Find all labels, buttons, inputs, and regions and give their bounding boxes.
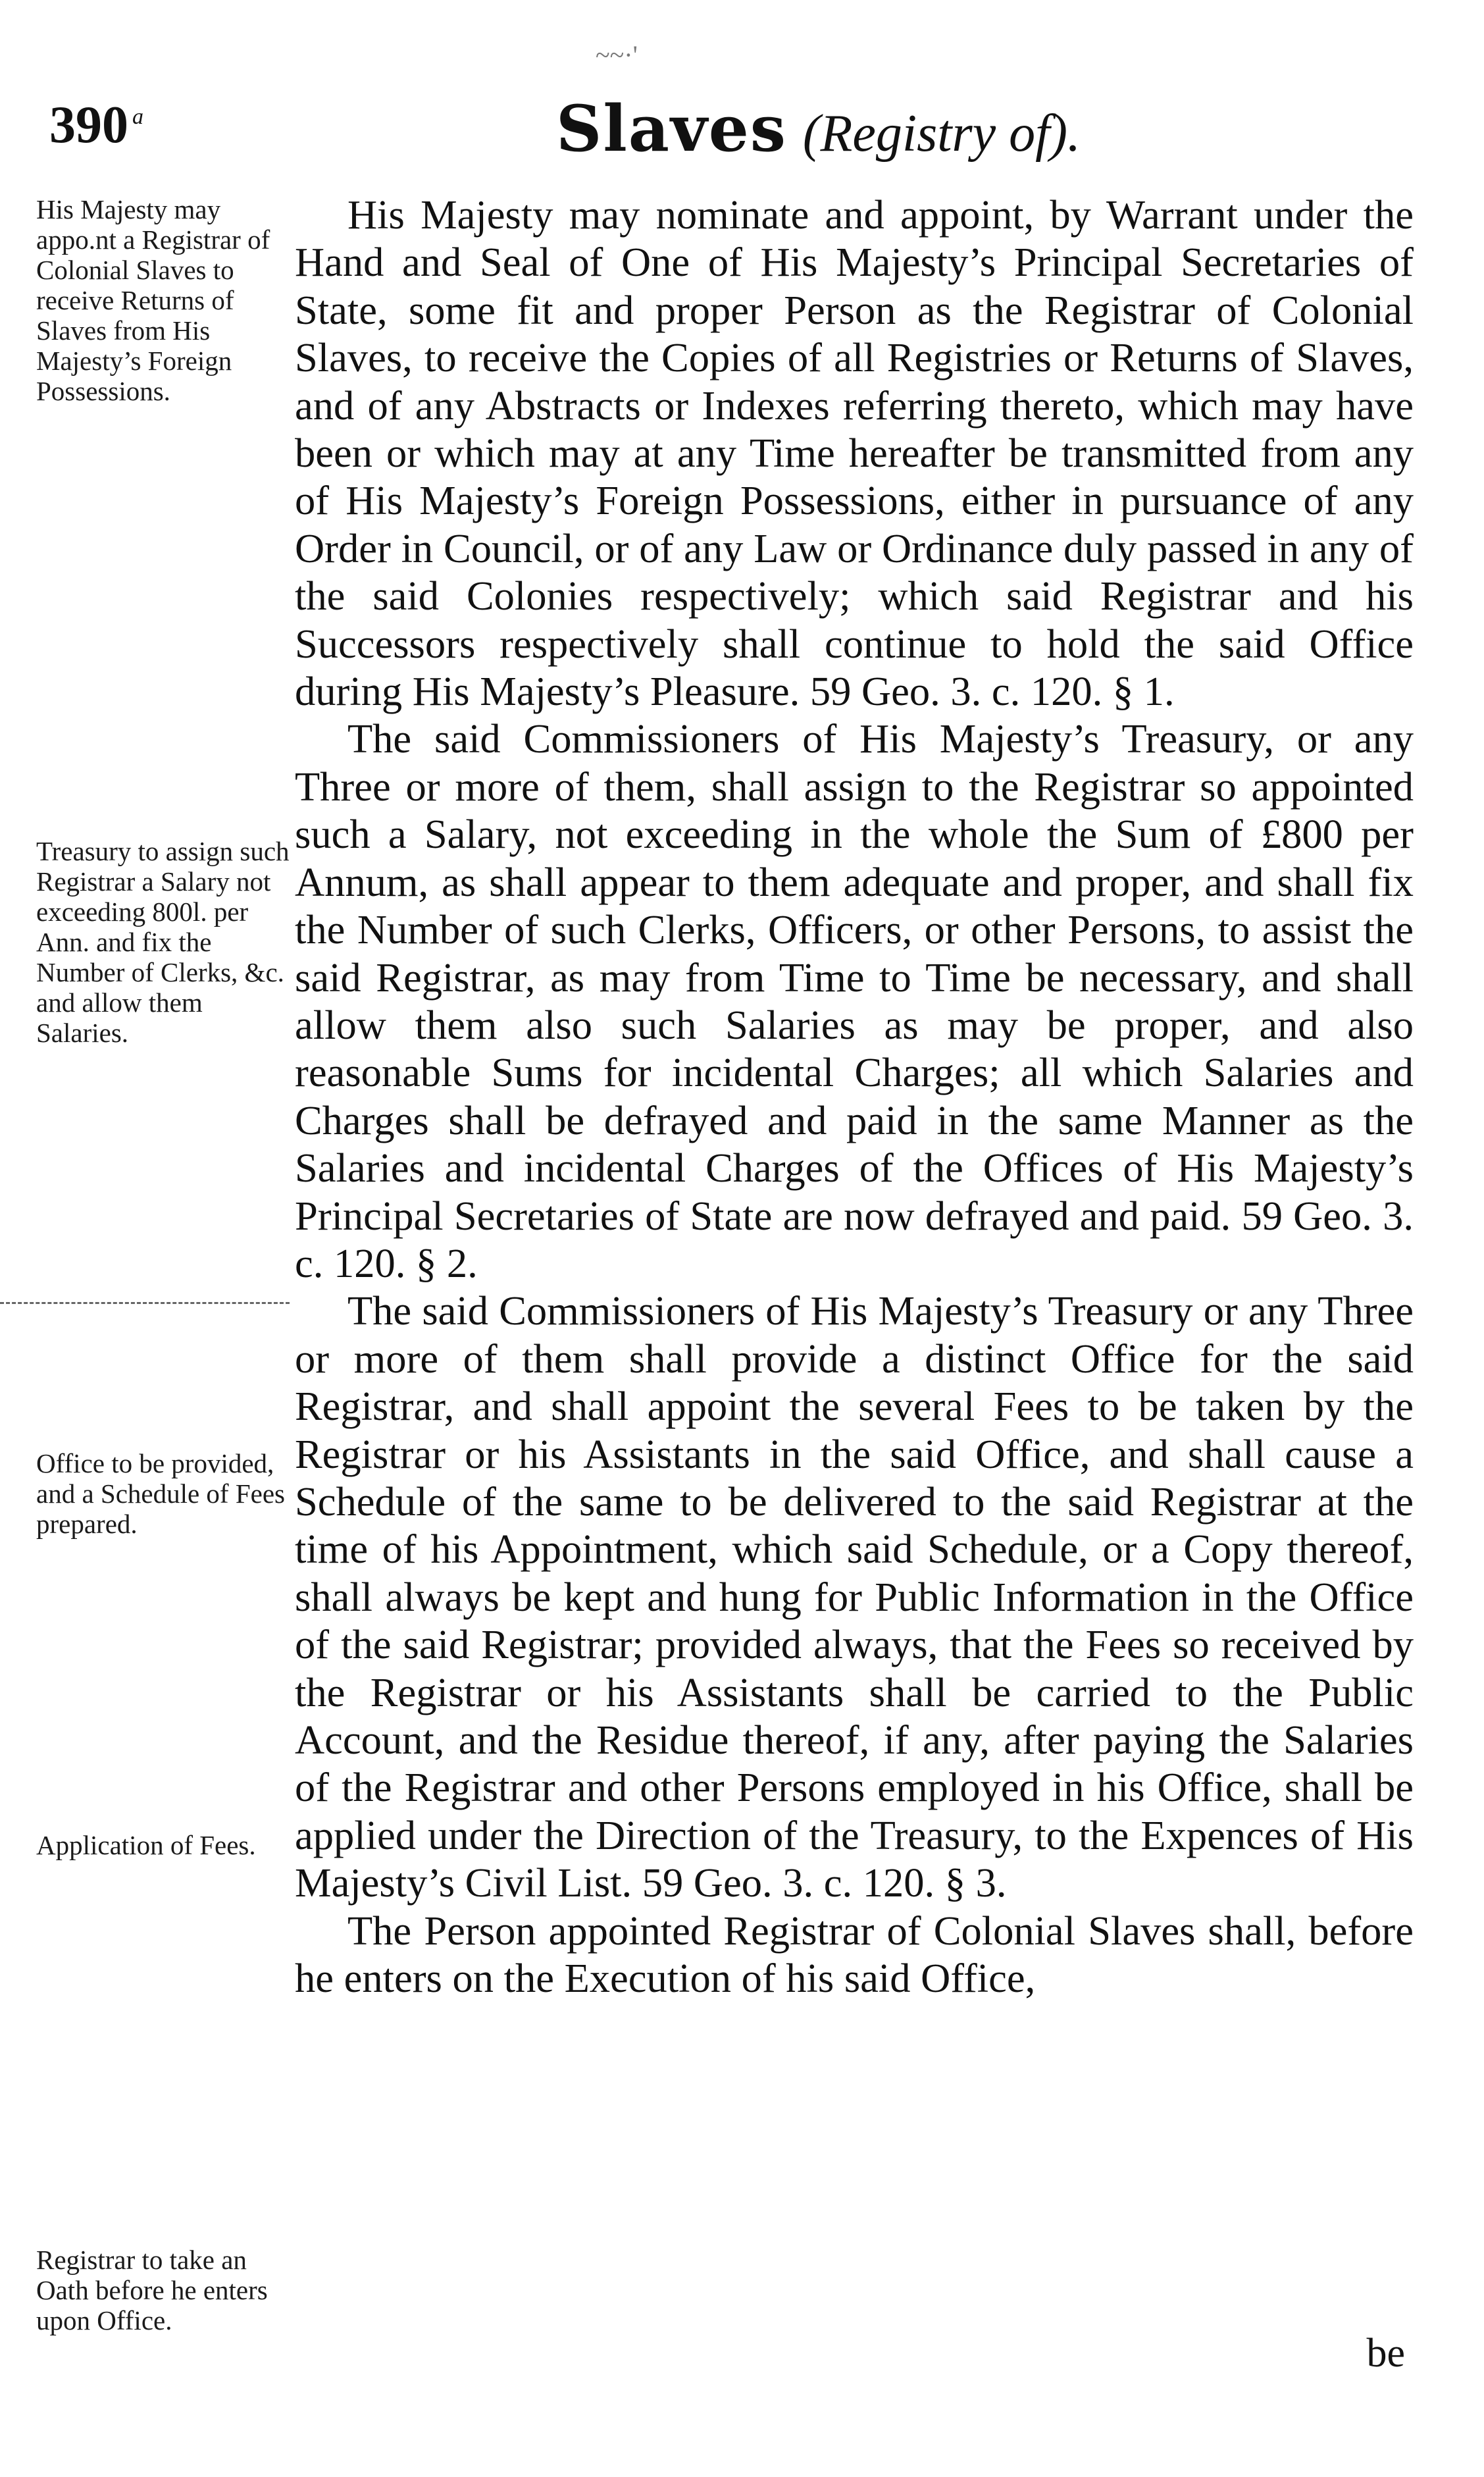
margin-note-application-of-fees: Application of Fees. <box>36 1830 256 1860</box>
ink-mark: ~~·' <box>596 40 638 70</box>
running-title <box>556 91 1081 166</box>
paragraph-2: The said Commissioners of His Majesty’s Treasury, or any Three or more of them, shall assign to the Registrar so appointed such a Salary, not exceeding in the whole the Sum of £800 per Annum, as shall appear to them adequate and proper, and shall fix the Number of such Clerks, Officers, or other Persons, to assist the said Registrar, as may from Time to Time be necessary, and shall allow them also such Salaries as may be proper, and also reasonable Sums for incidental Charges; all which Salaries and Charges shall be defrayed and paid in the same Manner as the Salaries and incidental Charges of the Offices of His Majesty’s Principal Secretaries of State are now defrayed and paid. 59 Geo. 3. c. 120. § 2. <box>295 716 1414 1286</box>
margin-note-office-fees: Office to be provided, and a Schedule of Fees prepared. <box>36 1448 285 1539</box>
margin-note-oath: Registrar to take an Oath before he enters upon Office. <box>36 2245 268 2335</box>
title-blackletter: Slaves <box>556 91 787 166</box>
paragraph-3: The said Commissioners of His Majesty’s Treasury or any Three or more of them shall provide a distinct Office for the said Registrar, and shall appoint the several Fees to be taken by the Registrar or his Assistants in the said Office, and shall cause a Schedule of the same to be delivered to the said Registrar at the time of his Appointment, which said Schedule, or a Copy thereof, shall always be kept and hung for Public Information in the Office of the said Registrar; provided always, that the Fees so received by the Registrar or his Assistants shall be carried to the Public Account, and the Residue thereof, if any, after paying the Salaries of the Registrar and other Persons employed in his Office, shall be applied under the Direction of the Treasury, to the Expences of His Majesty’s Civil List. 59 Geo. 3. c. 120. § 3. <box>295 1288 1414 1906</box>
margin-note-registrar: His Majesty may appo.nt a Registrar of Colonial Slaves to receive Returns of Slaves from His Majesty’s Foreign Possessions. <box>36 194 270 406</box>
margin-note-treasury-salary: Treasury to assign such Registrar a Salary not exceeding 800l. per Ann. and fix the Number of Clerks, &c. and allow them Salaries. <box>36 836 290 1048</box>
body-text <box>295 191 1414 2002</box>
margin-rule <box>0 1302 290 1304</box>
page-header <box>49 91 1418 188</box>
paragraph-4: The Person appointed Registrar of Colonial Slaves shall, before he enters on the Execution of his said Office, <box>295 1907 1414 2002</box>
page-number-suffix: a <box>132 105 143 130</box>
catchword: be <box>1366 2331 1405 2376</box>
page-number: 390 $^a$ <box>49 96 143 154</box>
title-italic: (Registry of). <box>802 105 1081 163</box>
paragraph-1: His Majesty may nominate and appoint, by Warrant under the Hand and Seal of One of His Majesty’s Principal Secretaries of State, some fit and proper Person as the Registrar of Colonial Slaves, to receive the Copies of all Registries or Returns of Slaves, and of any Abstracts or Indexes referring thereto, which may have been or which may at any Time hereafter be transmitted from any of His Majesty’s Foreign Possessions, either in pursuance of any Order in Council, or of any Law or Ordinance duly passed in any of the said Colonies respectively; which said Registrar and his Successors respectively shall continue to hold the said Office during His Majesty’s Pleasure. 59 Geo. 3. c. 120. § 1. <box>295 192 1414 715</box>
